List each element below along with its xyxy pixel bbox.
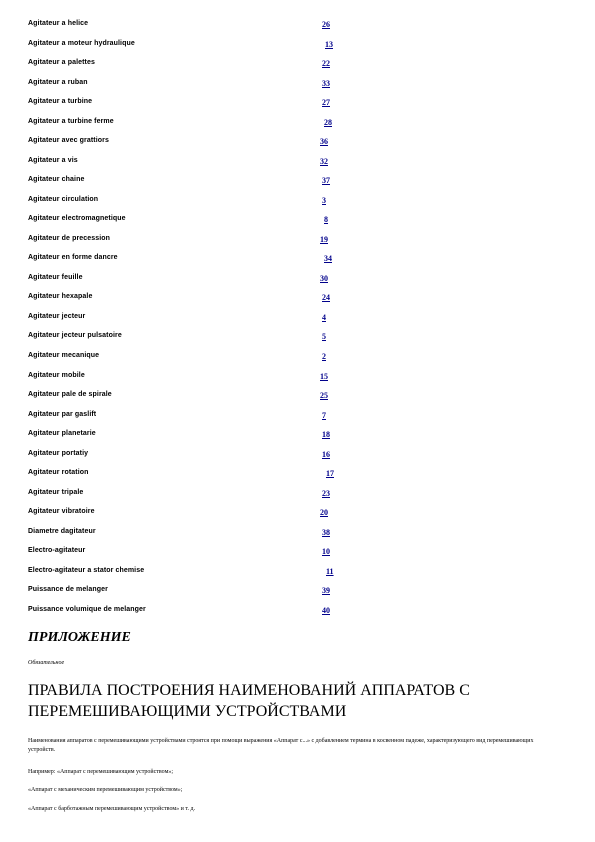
index-page-link[interactable]: 24: [322, 293, 330, 303]
index-term: Agitateur a ruban: [28, 78, 88, 86]
appendix-title: ПРИЛОЖЕНИЕ: [28, 630, 131, 645]
index-row: [28, 235, 568, 247]
index-row: [28, 176, 568, 188]
index-page-link[interactable]: 40: [322, 605, 330, 615]
index-row: [28, 254, 568, 266]
index-term: Agitateur a turbine: [28, 98, 93, 106]
index-page-link[interactable]: 25: [320, 391, 328, 401]
index-page-link[interactable]: 34: [324, 254, 332, 264]
index-term: Agitateur a vis: [28, 156, 78, 164]
index-page-link[interactable]: 22: [322, 59, 330, 69]
index-page-link[interactable]: 16: [322, 449, 330, 459]
index-term: Agitateur tripale: [28, 488, 84, 496]
index-page-link[interactable]: 23: [322, 488, 330, 498]
index-term: Agitateur a turbine ferme: [28, 117, 114, 125]
paragraph-example-3: «Аппарат с барботажным перемешивающим устройством» и т. д.: [28, 806, 196, 812]
index-row: [28, 606, 568, 618]
index-row: [28, 547, 568, 559]
paragraph-example-2: «Аппарат с механическим перемешивающим устройством»;: [28, 787, 183, 793]
index-page-link[interactable]: 20: [320, 508, 328, 518]
index-row: [28, 391, 568, 403]
index-row: [28, 137, 568, 149]
index-row: [28, 20, 568, 32]
index-row: [28, 352, 568, 364]
index-page-link[interactable]: 10: [322, 547, 330, 557]
index-row: [28, 293, 568, 305]
index-page-link[interactable]: 33: [322, 78, 330, 88]
index-term: Agitateur a palettes: [28, 59, 95, 67]
index-term: Agitateur mecanique: [28, 352, 100, 359]
index-term: Agitateur electromagnetique: [28, 215, 126, 223]
index-page-link[interactable]: 36: [320, 137, 328, 147]
index-page-link[interactable]: 15: [320, 371, 328, 381]
index-page-link[interactable]: 4: [322, 312, 326, 322]
appendix-subtitle: Обязательное: [28, 660, 65, 666]
index-term: Agitateur rotation: [28, 469, 89, 477]
index-page-link[interactable]: 11: [326, 566, 334, 576]
index-row: [28, 528, 568, 540]
index-term: Diametre dagitateur: [28, 527, 96, 535]
index-row: [28, 372, 568, 384]
index-term: Agitateur par gaslift: [28, 410, 97, 418]
index-page-link[interactable]: 28: [324, 117, 332, 127]
index-term: Puissance volumique de melanger: [28, 605, 146, 613]
index-term: Electro-agitateur: [28, 547, 86, 555]
index-row: [28, 430, 568, 442]
index-row: [28, 567, 568, 579]
index-page-link[interactable]: 13: [325, 39, 333, 49]
index-page-link[interactable]: 7: [322, 410, 326, 420]
index-term: Electro-agitateur a stator chemise: [28, 566, 145, 574]
index-page-link[interactable]: 37: [322, 176, 330, 186]
index-page-link[interactable]: 3: [322, 195, 326, 205]
index-row: [28, 157, 568, 169]
paragraph-naming-rule: Наименования аппаратов с перемешивающими устройствами строятся при помощи выражения «Аппарат с...» с добавлением термина в косвенном падеже, характеризующего вид перемешивающих устройств.: [28, 738, 534, 753]
index-term: Agitateur a helice: [28, 20, 89, 27]
index-term: Agitateur circulation: [28, 195, 99, 203]
index-term: Puissance de melanger: [28, 586, 108, 594]
index-row: [28, 332, 568, 344]
index-page-link[interactable]: 27: [322, 98, 330, 108]
index-row: [28, 313, 568, 325]
index-term: Agitateur de precession: [28, 234, 111, 242]
index-row: [28, 59, 568, 71]
index-page-link[interactable]: 39: [322, 586, 330, 596]
rules-heading: ПРАВИЛА ПОСТРОЕНИЯ НАИМЕНОВАНИЙ АППАРАТОВ С ПЕРЕМЕШИВАЮЩИМИ УСТРОЙСТВАМИ: [28, 682, 470, 720]
index-term: Agitateur chaine: [28, 176, 85, 184]
paragraph-example-1: Например: «Аппарат с перемешивающим устройством»;: [28, 769, 174, 775]
index-term: Agitateur jecteur: [28, 312, 86, 320]
index-row: [28, 196, 568, 208]
index-term: Agitateur planetarie: [28, 430, 96, 438]
index-term: Agitateur mobile: [28, 371, 85, 379]
index-term: Agitateur a moteur hydraulique: [28, 39, 135, 47]
index-page-link[interactable]: 30: [320, 273, 328, 283]
index-row: [28, 118, 568, 130]
index-row: [28, 586, 568, 598]
index-page-link[interactable]: 32: [320, 156, 328, 166]
index-row: [28, 450, 568, 462]
index-row: [28, 98, 568, 110]
index-page-link[interactable]: 18: [322, 430, 330, 440]
index-page-link[interactable]: 8: [324, 215, 328, 225]
index-term: Agitateur avec grattiors: [28, 137, 109, 145]
index-row: [28, 489, 568, 501]
index-row: [28, 274, 568, 286]
index-term: Agitateur portatiy: [28, 449, 89, 457]
index-row: [28, 215, 568, 227]
index-term: Agitateur en forme dancre: [28, 254, 118, 262]
index-page-link[interactable]: 26: [322, 20, 330, 29]
index-term: Agitateur jecteur pulsatoire: [28, 332, 122, 340]
index-row: [28, 411, 568, 423]
index-page-link[interactable]: 17: [326, 469, 334, 479]
index-term: Agitateur pale de spirale: [28, 391, 112, 399]
index-term: Agitateur hexapale: [28, 293, 93, 301]
index-page-link[interactable]: 19: [320, 234, 328, 244]
index-row: [28, 469, 568, 481]
index-page-link[interactable]: 2: [322, 352, 326, 361]
index-row: [28, 40, 568, 52]
index-page-link[interactable]: 5: [322, 332, 326, 342]
index-term: Agitateur feuille: [28, 273, 83, 281]
index-row: [28, 79, 568, 91]
index-term: Agitateur vibratoire: [28, 508, 95, 516]
index-row: [28, 508, 568, 520]
index-page-link[interactable]: 38: [322, 527, 330, 537]
